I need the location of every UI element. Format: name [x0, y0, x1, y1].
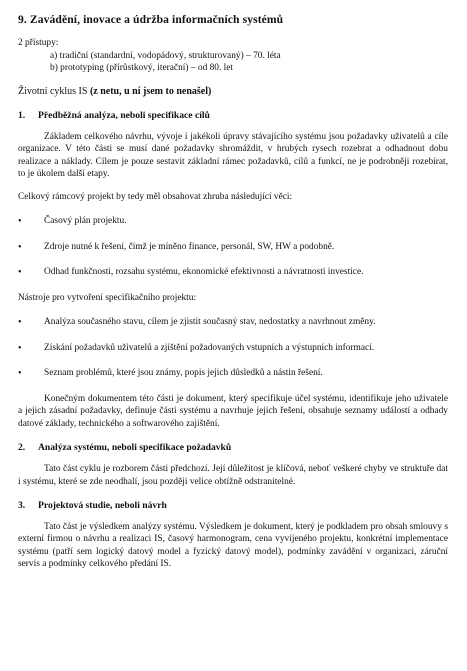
section-number: 3.: [18, 500, 26, 512]
list-item: [18, 316, 448, 329]
section-number: 1.: [18, 110, 26, 122]
list-item: [18, 367, 448, 380]
approaches-block: [18, 37, 448, 75]
section-title: Předběžná analýza, neboli specifikace cílů: [38, 110, 210, 122]
lifecycle-label: Životní cyklus IS: [18, 85, 90, 97]
document-page: [18, 12, 448, 571]
list-item: [18, 215, 448, 228]
bullet-icon: •: [18, 317, 22, 329]
list-item-text: Časový plán projektu.: [44, 216, 127, 227]
section-number: 2.: [18, 442, 26, 454]
bullet-icon: •: [18, 368, 22, 380]
list-item-text: Zdroje nutné k řešení, čímž je míněno finance, personál, SW, HW a podobně.: [44, 241, 335, 252]
bullet-icon: •: [18, 216, 22, 228]
list-item-text: Odhad funkčnosti, rozsahu systému, ekonomické efektivnosti a návratnosti investice.: [44, 267, 364, 278]
bullet-icon: •: [18, 267, 22, 279]
section-heading: [18, 442, 448, 455]
approach-item: b) prototyping (přírůstkový, iterační) – od 80. let: [50, 63, 234, 74]
tools-list: [18, 316, 448, 380]
section-title: Projektová studie, neboli návrh: [38, 500, 167, 512]
frame-list: [18, 215, 448, 279]
list-item: [18, 266, 448, 279]
list-item-text: Seznam problémů, které jsou známy, popis jejich důsledků a nástin řešení.: [44, 368, 323, 379]
section-paragraph: Základem celkového návrhu, vývoje i jakékoli úpravy stávajícího systému jsou požadavky uživatelů a cíle organizace. V této části se musí dané požadavky shromáždit, v hrubých rysech rozebrat a odhadnout dobu realizace a náklady. Cílem je pouze sestavit základní rámec požadavků, cílů a funkcí, ne je podrobněji rozebírat, to je úkolem další etapy.: [18, 131, 448, 180]
lifecycle-note: (z netu, u ní jsem to nenašel): [89, 85, 212, 97]
section-heading: [18, 500, 448, 513]
frame-intro: Celkový rámcový projekt by tedy měl obsahovat zhruba následující věci:: [18, 191, 293, 202]
lifecycle-heading: [18, 85, 448, 98]
section-paragraph: Tato část je výsledkem analýzy systému. Výsledkem je dokument, který je podkladem pro obsah smlouvy s externí firmou o návrhu a realizaci IS, časový harmonogram, cena vyvíjeného projektu, konkrétní implementace systému (patří sem logický datový model a fyzický datový model), podmínky zavádění v organizaci, záruční servis a podmínky celkového předání IS.: [18, 521, 448, 570]
section-conclusion: Konečným dokumentem této části je dokument, který specifikuje účel systému, identifikuje jeho uživatele a jejich zásadní požadavky, definuje části systému a navrhuje jejich řešení, obsahuje seznamy událostí a odhady datové základy, technického a softwarového zajištění.: [18, 393, 448, 429]
approaches-intro: 2 přístupy:: [18, 38, 59, 49]
list-item-text: Získání požadavků uživatelů a zjištění požadovaných vstupních a výstupních informací.: [44, 342, 375, 353]
document-title: 9. Zavádění, inovace a údržba informačních systémů: [18, 13, 284, 26]
section-title: Analýza systému, neboli specifikace požadavků: [38, 442, 232, 454]
list-item: [18, 342, 448, 355]
section-heading: [18, 110, 448, 123]
list-item-text: Analýza současného stavu, cílem je zjistit současný stav, nedostatky a navrhnout změny.: [44, 317, 376, 328]
approach-item: a) tradiční (standardní, vodopádový, strukturovaný) – 70. léta: [50, 50, 281, 61]
section-paragraph: Tato část cyklu je rozborem části předchozí. Její důležitost je klíčová, neboť veškeré chyby ve struktuře dat i systému, které se zde neodhalí, jsou později velice obtížně odstranitelné.: [18, 464, 448, 487]
list-item: [18, 241, 448, 254]
bullet-icon: •: [18, 342, 22, 354]
tools-intro: Nástroje pro vytvoření specifikačního projektu:: [18, 292, 197, 303]
bullet-icon: •: [18, 241, 22, 253]
